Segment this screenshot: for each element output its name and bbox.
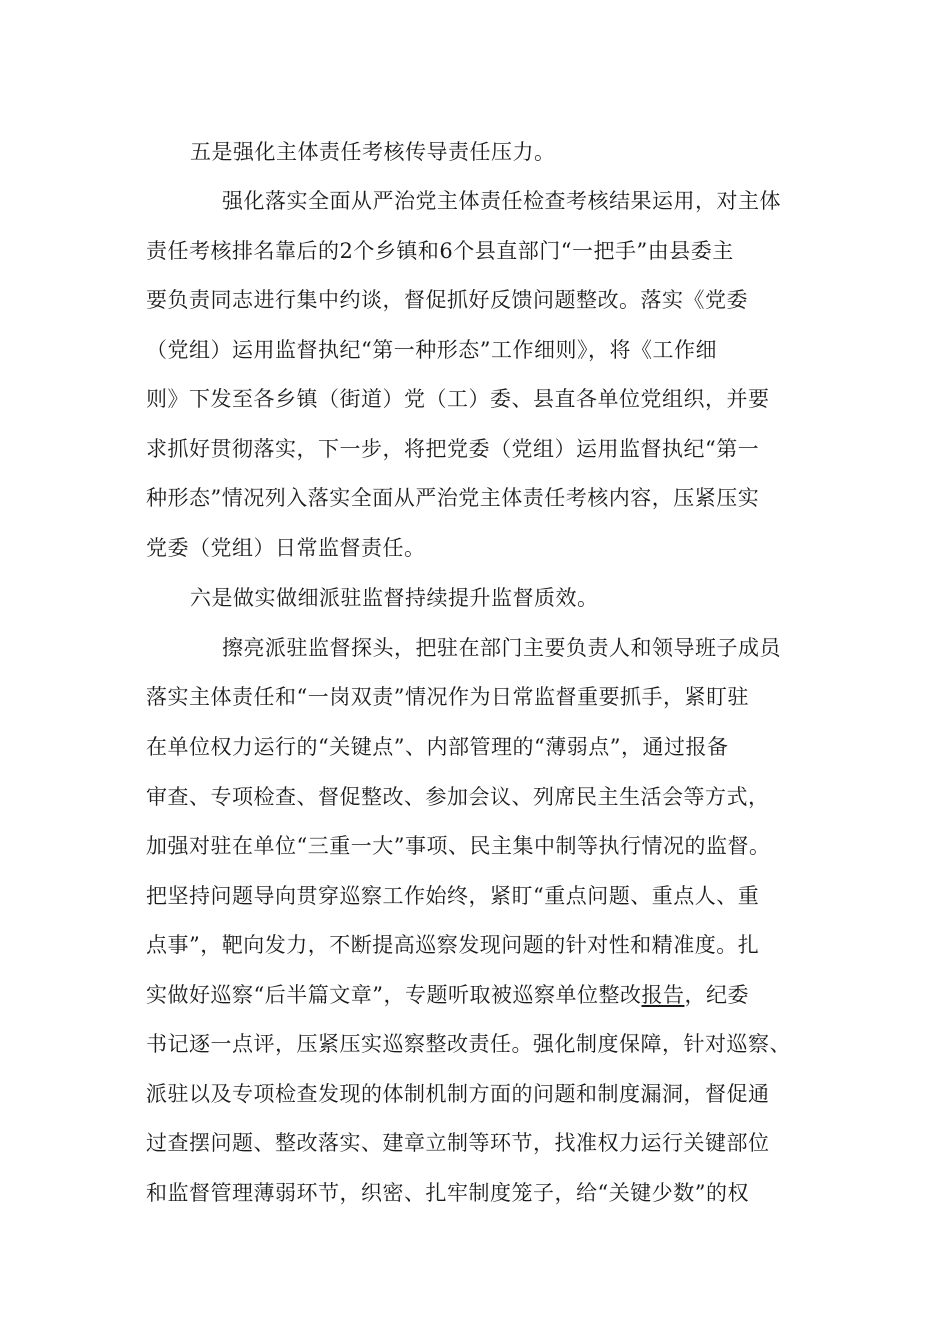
paragraph-line: （党组）运用监督执纪“第一种形态”工作细则》，将《工作细 — [146, 338, 717, 362]
paragraph-line: 点事”，靶向发力，不断提高巡察发现问题的针对性和精准度。扎 — [146, 933, 760, 957]
paragraph-line — [146, 980, 826, 1010]
paragraph-line: 派驻以及专项检查发现的体制机制方面的问题和制度漏洞，督促通 — [146, 1082, 770, 1106]
paragraph-text: 实做好巡察“后半篇文章”，专题听取被巡察单位整改 — [146, 983, 642, 1007]
paragraph-line: 加强对驻在单位“三重一大”事项、民主集中制等执行情况的监督。 — [146, 834, 771, 858]
paragraph-text: ，纪委 — [684, 983, 749, 1007]
paragraph-line: 种形态”情况列入落实全面从严治党主体责任考核内容，压紧压实 — [146, 486, 760, 510]
paragraph-line: 过查摆问题、整改落实、建章立制等环节，找准权力运行关键部位 — [146, 1131, 770, 1155]
paragraph-line: 求抓好贯彻落实，下一步，将把党委（党组）运用监督执纪“第一 — [146, 437, 760, 461]
paragraph-line: 责任考核排名靠后的2个乡镇和6个县直部门“一把手”由县委主 — [146, 239, 734, 263]
report-link[interactable]: 报告 — [641, 983, 685, 1007]
paragraph-line: 在单位权力运行的“关键点”、内部管理的“薄弱点”，通过报备 — [146, 735, 729, 759]
paragraph-line: 把坚持问题导向贯穿巡察工作始终，紧盯“重点问题、重点人、重 — [146, 884, 760, 908]
paragraph-line: 审查、专项检查、督促整改、参加会议、列席民主生活会等方式， — [146, 785, 770, 809]
section-heading-six: 六是做实做细派驻监督持续提升监督质效。 — [190, 586, 599, 610]
paragraph-line: 落实主体责任和“一岗双责”情况作为日常监督重要抓手，紧盯驻 — [146, 685, 749, 709]
paragraph-line: 则》下发至各乡镇（街道）党（工）委、县直各单位党组织，并要 — [146, 387, 770, 411]
paragraph-line: 要负责同志进行集中约谈，督促抓好反馈问题整改。落实《党委 — [146, 288, 748, 312]
section-heading-five: 五是强化主体责任考核传导责任压力。 — [190, 140, 556, 164]
paragraph-line: 强化落实全面从严治党主体责任检查考核结果运用，对主体 — [222, 189, 781, 213]
paragraph-line: 和监督管理薄弱环节，织密、扎牢制度笼子，给“关键少数”的权 — [146, 1181, 749, 1205]
paragraph-line: 书记逐一点评，压紧压实巡察整改责任。强化制度保障，针对巡察、 — [146, 1032, 791, 1056]
paragraph-line: 党委（党组）日常监督责任。 — [146, 536, 426, 560]
paragraph-line: 擦亮派驻监督探头，把驻在部门主要负责人和领导班子成员 — [222, 636, 781, 660]
